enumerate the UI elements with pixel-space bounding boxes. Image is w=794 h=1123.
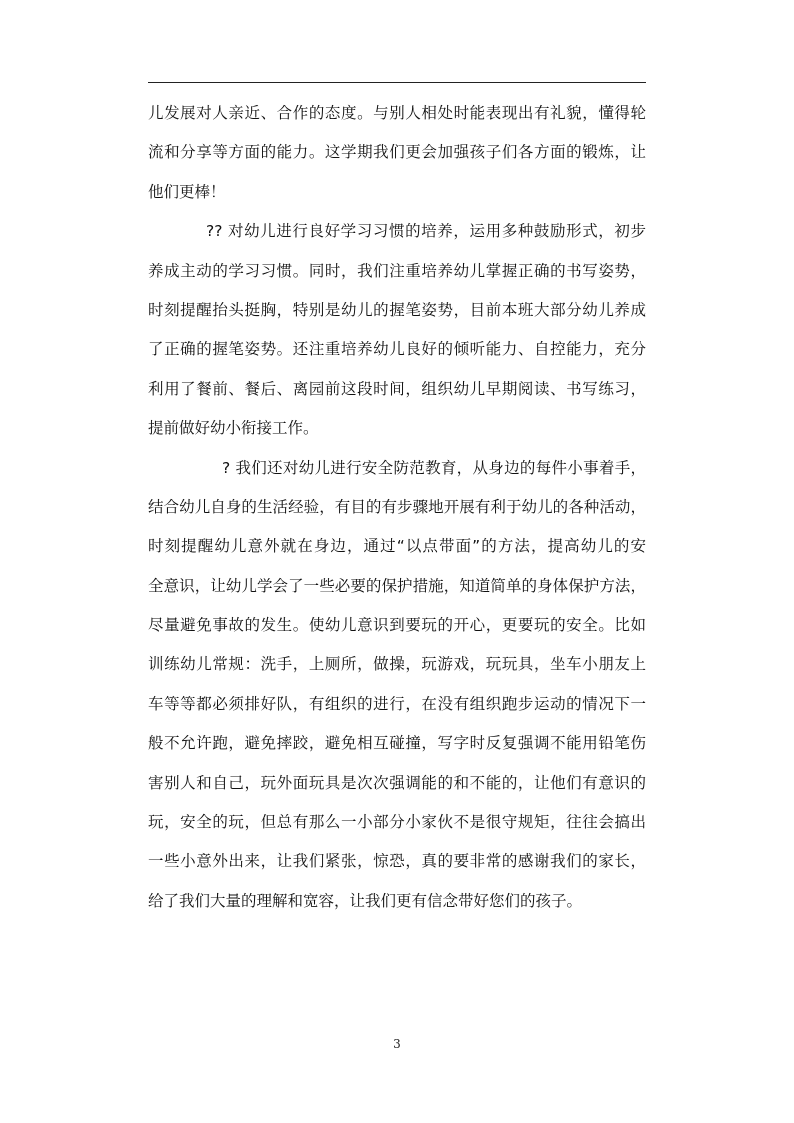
text-line: 般不允许跑，避免摔跤，避免相互碰撞，写字时反复强调不能用铅笔伤 <box>148 734 646 753</box>
text-line: 了正确的握笔姿势。还注重培养幼儿良好的倾听能力、自控能力，充分 <box>148 340 646 359</box>
text-line: 提前做好幼小衔接工作。 <box>148 419 319 438</box>
text-line: 儿发展对人亲近、合作的态度。与别人相处时能表现出有礼貌，懂得轮 <box>148 104 646 122</box>
text-line: 给了我们大量的理解和宽容，让我们更有信念带好您们的孩子。 <box>148 891 583 910</box>
text-line: 训练幼儿常规：洗手，上厕所，做操，玩游戏，玩玩具，坐车小朋友上 <box>148 655 646 674</box>
text-line: 结合幼儿自身的生活经验，有目的有步骤地开展有利于幼儿的各种活动， <box>148 497 646 516</box>
text-line: ? 我们还对幼儿进行安全防范教育，从身边的每件小事着手， <box>222 458 646 477</box>
text-line: 时刻提醒幼儿意外就在身边，通过“以点带面”的方法，提高幼儿的安 <box>148 537 646 556</box>
text-line: 全意识，让幼儿学会了一些必要的保护措施，知道简单的身体保护方法， <box>148 576 646 595</box>
text-line: 害别人和自己，玩外面玩具是次次强调能的和不能的，让他们有意识的 <box>148 773 646 792</box>
header-rule <box>148 82 646 83</box>
paragraph-1 <box>148 103 646 221</box>
text-line: 玩，安全的玩，但总有那么一小部分小家伙不是很守规矩，往往会搞出 <box>148 813 646 832</box>
text-line: 一些小意外出来，让我们紧张，惊恐，真的要非常的感谢我们的家长， <box>148 852 646 871</box>
text-line: 流和分享等方面的能力。这学期我们更会加强孩子们各方面的锻炼，让 <box>148 143 646 162</box>
page-number: 3 <box>393 1037 401 1051</box>
text-line: 尽量避免事故的发生。使幼儿意识到要玩的开心，更要玩的安全。比如 <box>148 616 646 635</box>
text-line: 他们更棒！ <box>148 182 226 201</box>
text-line: ?? 对幼儿进行良好学习习惯的培养，运用多种鼓励形式，初步 <box>206 222 646 241</box>
paragraph-2 <box>148 221 646 457</box>
document-body <box>148 103 646 930</box>
text-line: 利用了餐前、餐后、离园前这段时间，组织幼儿早期阅读、书写练习， <box>148 379 646 398</box>
text-line: 车等等都必须排好队，有组织的进行，在没有组织跑步运动的情况下一 <box>148 694 646 713</box>
text-line: 养成主动的学习习惯。同时，我们注重培养幼儿掌握正确的书写姿势， <box>148 261 646 280</box>
text-line: 时刻提醒抬头挺胸，特别是幼儿的握笔姿势，目前本班大部分幼儿养成 <box>148 300 646 319</box>
paragraph-3 <box>148 458 646 931</box>
